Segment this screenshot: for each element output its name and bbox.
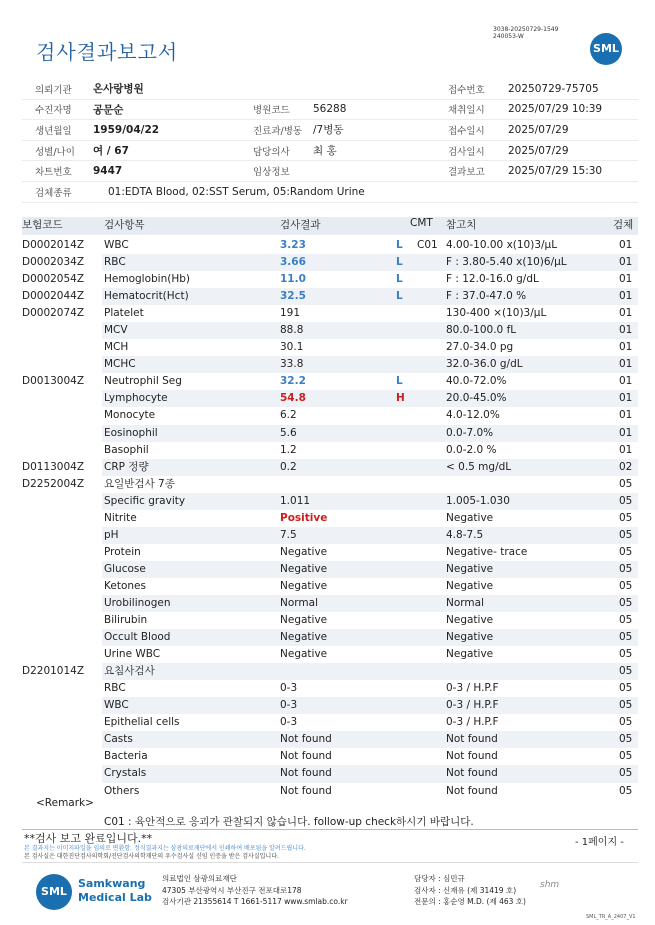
result-row xyxy=(22,646,638,663)
row-band xyxy=(102,373,638,390)
result-row xyxy=(22,714,638,731)
info-value: 온사랑병원 xyxy=(93,83,144,96)
row-band xyxy=(102,476,638,493)
result-item: MCV xyxy=(104,324,128,337)
info-value: 공문순 xyxy=(93,103,124,116)
row-band xyxy=(102,356,638,373)
result-row xyxy=(22,697,638,714)
result-code: D0002014Z xyxy=(22,239,85,251)
footer-left-line: 47305 부산광역시 부산진구 전포대로178 xyxy=(162,885,302,895)
footer-staff xyxy=(414,873,526,908)
row-band xyxy=(102,731,638,748)
result-value: 1.011 xyxy=(280,494,311,507)
page-number: - 1페이지 - xyxy=(575,837,624,848)
result-value: 30.1 xyxy=(280,341,304,354)
row-band xyxy=(102,425,638,442)
result-value: 6.2 xyxy=(280,409,297,422)
result-reference: Negative xyxy=(446,648,494,661)
info-label: 채취일시 xyxy=(448,105,485,117)
result-specimen: 05 xyxy=(619,648,633,661)
info-row xyxy=(22,120,638,141)
result-item: Neutrophil Seg xyxy=(104,375,182,388)
result-value: Negative xyxy=(280,562,328,575)
info-label: 담당의사 xyxy=(253,146,290,158)
result-code: D0002074Z xyxy=(22,307,85,320)
row-band xyxy=(102,765,638,782)
result-reference: 40.0-72.0% xyxy=(446,375,507,388)
footer-lab-name-2: Medical Lab xyxy=(78,891,152,904)
result-cmt: C01 xyxy=(417,239,438,251)
result-value: Negative xyxy=(280,545,328,558)
result-specimen: 05 xyxy=(619,494,633,507)
info-row xyxy=(22,79,638,100)
result-reference: Not found xyxy=(446,750,498,763)
result-item: Hemoglobin(Hb) xyxy=(104,273,191,286)
info-label: 진료과/병동 xyxy=(253,125,303,137)
info-value: 2025/07/29 xyxy=(508,123,569,136)
result-item: CRP 정량 xyxy=(104,460,149,473)
results-table xyxy=(22,237,638,800)
result-value: Negative xyxy=(280,579,328,592)
result-specimen: 01 xyxy=(619,341,633,354)
row-band xyxy=(102,527,638,544)
info-label: 성별/나이 xyxy=(35,146,75,158)
result-row xyxy=(22,493,638,510)
result-specimen: 05 xyxy=(619,699,633,712)
result-flag: L xyxy=(396,239,403,251)
notice-line-1: 본 결과지는 이미지파일을 임의로 변환함. 정식결과지는 삼광의료재단에서 인쇄하여 배포됨을 알려드립니다. xyxy=(24,845,306,852)
row-band xyxy=(102,629,638,646)
result-row xyxy=(22,544,638,561)
info-label: 접수번호 xyxy=(448,84,485,96)
row-band xyxy=(102,748,638,765)
row-band xyxy=(102,783,638,800)
signature: shm xyxy=(540,880,560,890)
result-specimen: 01 xyxy=(619,273,633,286)
result-row xyxy=(22,390,638,407)
sml-logo: SML xyxy=(590,33,622,65)
result-row xyxy=(22,322,638,339)
result-reference: Not found xyxy=(446,767,498,780)
result-item: Casts xyxy=(104,733,133,746)
row-band xyxy=(102,237,638,254)
info-value: 56288 xyxy=(313,103,347,116)
result-item: Bilirubin xyxy=(104,614,148,627)
result-value: Normal xyxy=(280,596,318,609)
document-id-line-2: 240053-W xyxy=(493,33,524,40)
result-item: WBC xyxy=(104,699,129,712)
result-specimen: 01 xyxy=(619,358,633,371)
patient-info xyxy=(22,79,638,203)
result-value: 1.2 xyxy=(280,443,297,456)
result-item: 요일반검사 7종 xyxy=(104,477,175,490)
result-specimen: 01 xyxy=(619,239,633,251)
result-value: 33.8 xyxy=(280,358,304,371)
result-value: Negative xyxy=(280,631,328,644)
result-item: Monocyte xyxy=(104,409,156,422)
result-specimen: 01 xyxy=(619,290,633,303)
row-band xyxy=(102,510,638,527)
result-item: Urobilinogen xyxy=(104,596,171,609)
result-row xyxy=(22,425,638,442)
row-band xyxy=(102,322,638,339)
info-value: 20250729-75705 xyxy=(508,82,599,95)
footer-right-line: 검사자 : 신재유 (제 31419 호) xyxy=(414,885,517,895)
result-row xyxy=(22,510,638,527)
result-specimen: 01 xyxy=(619,392,633,405)
result-item: MCH xyxy=(104,341,129,354)
result-reference: Not found xyxy=(446,784,498,797)
result-row xyxy=(22,356,638,373)
result-row xyxy=(22,271,638,288)
result-value: Negative xyxy=(280,648,328,661)
result-code: D0002044Z xyxy=(22,290,85,303)
result-value: 88.8 xyxy=(280,324,304,337)
result-specimen: 05 xyxy=(619,665,633,678)
result-specimen: 05 xyxy=(619,631,633,644)
row-band xyxy=(102,595,638,612)
result-specimen: 05 xyxy=(619,682,633,695)
info-value: 2025/07/29 15:30 xyxy=(508,165,603,178)
result-reference: 4.0-12.0% xyxy=(446,409,500,422)
result-reference: 4.00-10.00 x(10)3/μL xyxy=(446,239,558,251)
result-specimen: 05 xyxy=(619,579,633,592)
info-value: 1959/04/22 xyxy=(93,123,160,136)
footer-left-line: 검사기관 21355614 T 1661-5117 www.smlab.co.kr xyxy=(162,897,348,906)
document-id xyxy=(493,26,558,40)
info-label: 의뢰기관 xyxy=(35,84,72,96)
result-specimen: 05 xyxy=(619,528,633,541)
footer-address xyxy=(162,873,348,908)
report-complete: **검사 보고 완료입니다.** xyxy=(24,832,153,845)
result-value: 11.0 xyxy=(280,273,306,286)
result-specimen: 05 xyxy=(619,562,633,575)
result-value: 0-3 xyxy=(280,682,298,695)
result-code: D0002054Z xyxy=(22,273,85,286)
result-value: 54.8 xyxy=(280,392,306,405)
result-value: 0.2 xyxy=(280,460,297,473)
result-row xyxy=(22,373,638,390)
footer-right-line: 전문의 : 홍순영 M.D. (제 463 호) xyxy=(414,897,526,906)
result-value: 3.23 xyxy=(280,239,306,251)
result-row xyxy=(22,254,638,271)
result-value: Positive xyxy=(280,511,328,524)
form-code: SML_TR_A_2407_V1 xyxy=(586,914,636,920)
specimen-label: 검체종류 xyxy=(35,187,72,199)
result-flag: L xyxy=(396,273,403,286)
result-code: D2201014Z xyxy=(22,665,85,678)
footer-lab-name xyxy=(78,877,152,905)
header-code: 보험코드 xyxy=(22,219,63,231)
result-row xyxy=(22,305,638,322)
result-flag: H xyxy=(396,392,405,405)
row-band xyxy=(102,459,638,476)
result-value: 3.66 xyxy=(280,256,306,269)
result-row xyxy=(22,407,638,424)
report-title: 검사결과보고서 xyxy=(36,40,179,64)
result-reference: Negative xyxy=(446,614,494,627)
result-code: D0002034Z xyxy=(22,256,85,269)
footer-left-line: 의료법인 삼광의료재단 xyxy=(162,874,237,883)
result-reference: 0-3 / H.P.F xyxy=(446,699,499,712)
result-specimen: 05 xyxy=(619,784,633,797)
result-specimen: 05 xyxy=(619,733,633,746)
result-value: 0-3 xyxy=(280,699,298,712)
info-label: 차트번호 xyxy=(35,167,72,179)
footer-right-line: 담당자 : 심민규 xyxy=(414,874,465,883)
result-item: Epithelial cells xyxy=(104,716,180,729)
result-item: WBC xyxy=(104,239,129,251)
result-reference: Negative xyxy=(446,562,494,575)
result-code: D0013004Z xyxy=(22,375,85,388)
result-reference: 0.0-2.0 % xyxy=(446,443,497,456)
result-reference: Negative xyxy=(446,511,494,524)
result-item: RBC xyxy=(104,682,126,695)
results-table-header xyxy=(22,217,638,235)
result-reference: Negative xyxy=(446,631,494,644)
result-value: Not found xyxy=(280,767,332,780)
result-reference: 27.0-34.0 pg xyxy=(446,341,514,354)
result-value: 7.5 xyxy=(280,528,297,541)
result-row xyxy=(22,237,638,254)
result-row xyxy=(22,561,638,578)
row-band xyxy=(102,578,638,595)
result-reference: Not found xyxy=(446,733,498,746)
result-item: Nitrite xyxy=(104,511,137,524)
result-value: 191 xyxy=(280,307,301,320)
row-band xyxy=(102,697,638,714)
specimen-row xyxy=(22,182,638,203)
result-reference: 0-3 / H.P.F xyxy=(446,682,499,695)
result-item: Lymphocyte xyxy=(104,392,168,405)
row-band xyxy=(102,663,638,680)
result-row xyxy=(22,339,638,356)
row-band xyxy=(102,442,638,459)
row-band xyxy=(102,544,638,561)
result-reference: 0-3 / H.P.F xyxy=(446,716,499,729)
result-specimen: 01 xyxy=(619,409,633,422)
result-item: Basophil xyxy=(104,443,149,456)
specimen-value: 01:EDTA Blood, 02:SST Serum, 05:Random Urine xyxy=(108,185,365,198)
result-specimen: 01 xyxy=(619,443,633,456)
result-specimen: 02 xyxy=(619,460,633,473)
row-band xyxy=(102,305,638,322)
result-reference: 0.0-7.0% xyxy=(446,426,494,439)
result-value: Negative xyxy=(280,614,328,627)
result-reference: F : 3.80-5.40 x(10)6/μL xyxy=(446,256,567,269)
info-label: 생년월일 xyxy=(35,125,72,137)
notice-line-2: 본 검사실은 대한진단검사의학회/진단검사의학재단의 우수검사실 신임 인증을 받은 검사실입니다. xyxy=(24,853,279,860)
info-row xyxy=(22,100,638,121)
row-band xyxy=(102,612,638,629)
info-value: 최 홍 xyxy=(313,145,337,158)
header-item: 검사항목 xyxy=(104,219,145,231)
result-item: 요침사검사 xyxy=(104,665,155,678)
row-band xyxy=(102,646,638,663)
result-item: MCHC xyxy=(104,358,136,371)
result-row xyxy=(22,578,638,595)
result-specimen: 01 xyxy=(619,426,633,439)
result-specimen: 05 xyxy=(619,511,633,524)
result-flag: L xyxy=(396,256,403,269)
info-value: 여 / 67 xyxy=(93,145,129,158)
info-value: 2025/07/29 xyxy=(508,144,569,157)
result-value: 32.2 xyxy=(280,375,306,388)
result-code: D0113004Z xyxy=(22,460,85,473)
result-specimen: 05 xyxy=(619,716,633,729)
result-value: Not found xyxy=(280,733,332,746)
result-specimen: 01 xyxy=(619,307,633,320)
document-id-line-1: 3038-20250729-1549 xyxy=(493,26,559,33)
result-item: Specific gravity xyxy=(104,494,186,507)
result-row xyxy=(22,288,638,305)
result-reference: 20.0-45.0% xyxy=(446,392,507,405)
result-reference: Negative- trace xyxy=(446,545,528,558)
result-reference: 4.8-7.5 xyxy=(446,528,484,541)
info-label: 수진자명 xyxy=(35,105,72,117)
result-row xyxy=(22,476,638,493)
row-band xyxy=(102,714,638,731)
header-ref: 참고치 xyxy=(446,219,477,231)
result-item: Protein xyxy=(104,545,141,558)
result-row xyxy=(22,527,638,544)
result-item: Glucose xyxy=(104,562,146,575)
result-value: 0-3 xyxy=(280,716,298,729)
info-value: /7병동 xyxy=(313,124,344,137)
result-reference: 1.005-1.030 xyxy=(446,494,510,507)
header-cmt: CMT xyxy=(410,217,433,229)
result-specimen: 05 xyxy=(619,750,633,763)
header-specimen: 검체 xyxy=(613,219,634,231)
result-reference: < 0.5 mg/dL xyxy=(446,460,512,473)
result-item: Crystals xyxy=(104,767,147,780)
result-row xyxy=(22,680,638,697)
info-value: 9447 xyxy=(93,165,123,178)
row-band xyxy=(102,680,638,697)
result-item: Hematocrit(Hct) xyxy=(104,290,189,303)
header-result: 검사결과 xyxy=(280,219,321,231)
result-row xyxy=(22,442,638,459)
result-specimen: 05 xyxy=(619,614,633,627)
result-item: RBC xyxy=(104,256,126,269)
row-band xyxy=(102,407,638,424)
remark-text: C01 : 육안적으로 응괴가 관찰되지 않습니다. follow-up check하시기 바랍니다. xyxy=(104,816,474,828)
result-reference: 130-400 ×(10)3/μL xyxy=(446,307,547,320)
result-item: Eosinophil xyxy=(104,426,158,439)
info-label: 임상정보 xyxy=(253,167,290,179)
result-item: pH xyxy=(104,528,119,541)
result-row xyxy=(22,459,638,476)
result-row xyxy=(22,663,638,680)
result-item: Bacteria xyxy=(104,750,148,763)
result-row xyxy=(22,595,638,612)
result-specimen: 05 xyxy=(619,477,633,490)
result-reference: 80.0-100.0 fL xyxy=(446,324,517,337)
result-item: Ketones xyxy=(104,579,146,592)
info-row xyxy=(22,141,638,162)
result-row xyxy=(22,765,638,782)
info-row xyxy=(22,161,638,182)
result-specimen: 05 xyxy=(619,767,633,780)
result-specimen: 05 xyxy=(619,545,633,558)
result-row xyxy=(22,629,638,646)
result-value: Not found xyxy=(280,784,332,797)
result-item: Occult Blood xyxy=(104,631,171,644)
result-reference: Negative xyxy=(446,579,494,592)
result-specimen: 01 xyxy=(619,375,633,388)
result-specimen: 05 xyxy=(619,596,633,609)
result-row xyxy=(22,748,638,765)
row-band xyxy=(102,561,638,578)
result-item: Others xyxy=(104,784,140,797)
result-item: Urine WBC xyxy=(104,648,161,661)
result-value: 32.5 xyxy=(280,290,306,303)
result-value: 5.6 xyxy=(280,426,297,439)
result-reference: F : 12.0-16.0 g/dL xyxy=(446,273,539,286)
result-reference: 32.0-36.0 g/dL xyxy=(446,358,523,371)
footer-logo: SML xyxy=(36,874,72,910)
result-reference: Normal xyxy=(446,596,484,609)
info-label: 결과보고 xyxy=(448,167,485,179)
info-value: 2025/07/29 10:39 xyxy=(508,103,603,116)
info-label: 병원코드 xyxy=(253,105,290,117)
result-reference: F : 37.0-47.0 % xyxy=(446,290,527,303)
row-band xyxy=(102,339,638,356)
result-value: Not found xyxy=(280,750,332,763)
result-item: Platelet xyxy=(104,307,144,320)
footer-lab-name-1: Samkwang xyxy=(78,877,146,890)
row-band xyxy=(102,390,638,407)
result-flag: L xyxy=(396,375,403,388)
info-label: 접수일시 xyxy=(448,125,485,137)
result-row xyxy=(22,731,638,748)
info-label: 검사일시 xyxy=(448,146,485,158)
footer-divider xyxy=(22,862,638,863)
result-row xyxy=(22,783,638,800)
result-flag: L xyxy=(396,290,403,303)
result-specimen: 01 xyxy=(619,256,633,269)
result-specimen: 01 xyxy=(619,324,633,337)
result-code: D2252004Z xyxy=(22,477,85,490)
result-row xyxy=(22,612,638,629)
remark-label: <Remark> xyxy=(36,797,94,809)
